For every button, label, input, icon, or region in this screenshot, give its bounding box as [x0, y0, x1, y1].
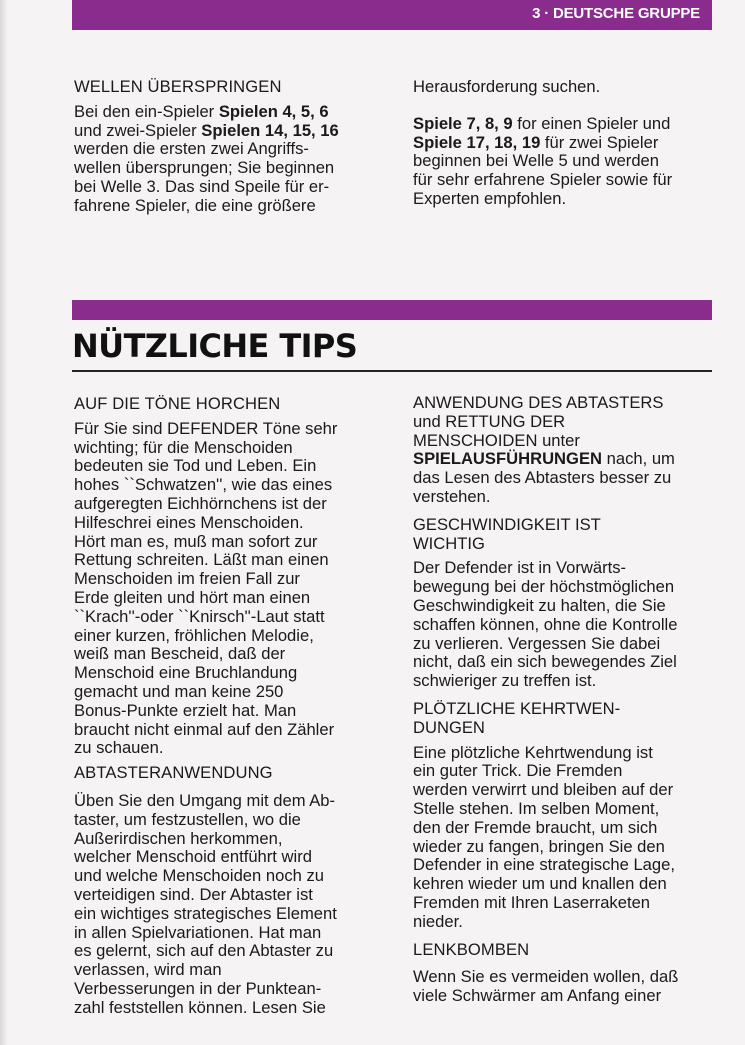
- text-line: Verbesserungen in der Punktean-: [74, 978, 322, 998]
- text-line: bewegung bei der höchstmöglichen: [413, 577, 675, 597]
- text-line: wieder zu fangen, bringen Sie den: [413, 836, 665, 856]
- text-line: Stelle stehen. Im selben Moment,: [413, 798, 660, 818]
- toene-text: [74, 420, 384, 758]
- text-line: [413, 413, 718, 432]
- lenkbomben-heading: LENKBOMBEN: [413, 939, 530, 959]
- wellen-continuation: Herausforderung suchen.: [413, 77, 601, 96]
- text-line: Der Defender ist in Vorwärts-: [413, 558, 627, 578]
- text-line: welcher Menschoid entführt wird: [74, 847, 312, 867]
- text-fragment: und RETTUNG DER: [413, 411, 566, 431]
- text-line: taster, um festzustellen, wo die: [74, 809, 301, 829]
- heading-line: DUNGEN: [413, 717, 485, 737]
- bold-game-numbers: Spielen 14, 15, 16: [201, 120, 339, 140]
- text-line: Eine plötzliche Kehrtwendung ist: [413, 742, 653, 762]
- text-fragment: für sehr erfahrene Spieler sowie für: [413, 170, 673, 190]
- text-fragment: werden die ersten zwei Angriffs-: [74, 139, 309, 159]
- kehrtwendungen-text: [413, 744, 718, 932]
- bold-game-numbers: Spiele 7, 8, 9: [413, 113, 513, 133]
- text-line: zahl feststellen können. Lesen Sie: [74, 997, 326, 1017]
- text-line: es gelernt, sich auf den Abtaster zu: [74, 941, 334, 961]
- text-line: Fremden mit Ihren Laserraketen: [413, 892, 651, 912]
- text-line: [413, 134, 713, 153]
- text-line: schwieriger zu treffen ist.: [413, 671, 597, 691]
- text-line: einer kurzen, fröhlichen Melodie,: [74, 625, 314, 645]
- text-line: ein guter Trick. Die Fremden: [413, 761, 623, 781]
- text-fragment: verstehen.: [413, 486, 491, 506]
- text-fragment: fahrene Spieler, die eine größere: [74, 195, 316, 215]
- text-line: Hilfeschrei eines Menschoiden.: [74, 512, 304, 532]
- text-line: den der Fremde braucht, um sich: [413, 817, 658, 837]
- bold-game-numbers: Spielen 4, 5, 6: [218, 101, 329, 121]
- text-fragment: bei Welle 3. Das sind Speile für er-: [74, 176, 330, 196]
- abtaster-continuation: [413, 394, 718, 507]
- section-header-bar: [72, 0, 712, 30]
- abtaster-heading: ABTASTERANWENDUNG: [74, 763, 273, 783]
- section-reference: SPIELAUSFÜHRUNGEN: [413, 449, 602, 469]
- text-line: Außerirdischen herkommen,: [74, 828, 283, 848]
- text-line: [74, 159, 384, 178]
- text-line: Rettung schreiten. Läßt man einen: [74, 550, 329, 570]
- text-line: [74, 122, 384, 141]
- abtaster-text: [74, 792, 384, 1018]
- tips-column-left: [74, 395, 384, 1018]
- text-line: nicht, daß ein sich bewegendes Ziel: [413, 652, 677, 672]
- text-line: [413, 469, 718, 488]
- text-line: zu verlieren. Vergessen Sie dabei: [413, 633, 661, 653]
- text-fragment: wellen übersprungen; Sie beginnen: [74, 158, 335, 178]
- text-line: [413, 394, 718, 413]
- tips-title: NÜTZLICHE TIPS: [72, 327, 358, 365]
- text-line: Menschoiden im freien Fall zur: [74, 569, 300, 589]
- text-fragment: beginnen bei Welle 5 und werden: [413, 151, 660, 171]
- text-fragment: MENSCHOIDEN unter: [413, 430, 580, 450]
- wellen-heading: WELLEN ÜBERSPRINGEN: [74, 77, 282, 96]
- text-line: [413, 450, 718, 469]
- text-line: [413, 115, 713, 134]
- text-line: zu schauen.: [74, 738, 164, 758]
- text-line: [74, 197, 384, 216]
- text-line: nieder.: [413, 911, 463, 931]
- text-line: wichting; für die Menschoiden: [74, 437, 293, 457]
- text-line: Defender in eine strategische Lage,: [413, 855, 675, 875]
- text-line: verlassen, wird man: [74, 960, 222, 980]
- text-fragment: für zwei Spieler: [540, 132, 659, 152]
- lenkbomben-text: [413, 968, 718, 1006]
- text-line: [413, 488, 718, 507]
- text-line: Menschoid eine Bruchlandung: [74, 663, 298, 683]
- heading-line: GESCHWINDIGKEIT IST: [413, 514, 601, 534]
- text-fragment: nach, um: [602, 449, 675, 469]
- text-line: [413, 171, 713, 190]
- text-line: Erde gleiten und hört man einen: [74, 587, 311, 607]
- title-rule: [72, 370, 712, 372]
- geschwindigkeit-heading: [413, 516, 718, 554]
- text-line: [413, 152, 713, 171]
- text-line: braucht nicht einmal auf den Zähler: [74, 719, 335, 739]
- text-line: ``Krach''-oder ``Knirsch''-Laut statt: [74, 606, 325, 626]
- text-line: [413, 432, 718, 451]
- text-line: [74, 103, 384, 122]
- text-line: aufgeregten Eichhörnchens ist der: [74, 493, 327, 513]
- text-line: Wenn Sie es vermeiden wollen, daß: [413, 967, 679, 987]
- text-line: ein wichtiges strategisches Element: [74, 903, 337, 923]
- geschwindigkeit-text: [413, 559, 718, 691]
- section-label: 3 · DEUTSCHE GRUPPE: [532, 5, 700, 22]
- text-line: verteidigen sind. Der Abtaster ist: [74, 884, 313, 904]
- text-line: kehren wieder um und knallen den: [413, 874, 667, 894]
- text-line: weiß man Bescheid, daß der: [74, 644, 286, 664]
- text-line: Üben Sie den Umgang mit dem Ab-: [74, 790, 336, 810]
- text-line: und welche Menschoiden noch zu: [74, 866, 324, 886]
- tips-column-right: [413, 394, 718, 1006]
- text-line: Geschwindigkeit zu halten, die Sie: [413, 595, 666, 615]
- bold-game-numbers: Spiele 17, 18, 19: [413, 132, 541, 152]
- text-fragment: for einen Spieler und: [512, 113, 671, 133]
- text-line: gemacht und man keine 250: [74, 681, 284, 701]
- text-line: Für Sie sind DEFENDER Töne sehr: [74, 418, 338, 438]
- toene-heading: AUF DIE TÖNE HORCHEN: [74, 394, 281, 413]
- text-fragment: Experten empfohlen.: [413, 188, 567, 208]
- wellen-column-left: [74, 78, 384, 216]
- text-fragment: und zwei-Spieler: [74, 120, 202, 140]
- text-line: [413, 190, 713, 209]
- text-line: schaffen können, ohne die Kontrolle: [413, 614, 678, 634]
- section-divider-bar: [72, 300, 712, 320]
- text-line: Hört man es, muß man sofort zur: [74, 531, 318, 551]
- text-fragment: ANWENDUNG DES ABTASTERS: [413, 393, 664, 412]
- heading-line: WICHTIG: [413, 533, 485, 553]
- text-fragment: das Lesen des Abtasters besser zu: [413, 468, 672, 488]
- wellen-text: [74, 103, 384, 216]
- text-line: Bonus-Punkte erzielt hat. Man: [74, 700, 297, 720]
- text-line: [74, 178, 384, 197]
- page-binding-edge: [0, 0, 8, 1045]
- text-line: hohes ``Schwatzen'', wie das eines: [74, 475, 333, 495]
- wellen-column-right: [413, 78, 713, 209]
- kehrtwendungen-heading: [413, 700, 718, 738]
- text-line: viele Schwärmer am Anfang einer: [413, 986, 662, 1006]
- spiele-text: [413, 115, 713, 209]
- text-line: in allen Spielvariationen. Hat man: [74, 922, 322, 942]
- text-fragment: Bei den ein-Spieler: [74, 101, 219, 121]
- text-line: [74, 140, 384, 159]
- heading-line: PLÖTZLICHE KEHRTWEN-: [413, 698, 621, 718]
- text-line: bedeuten sie Tod und Leben. Ein: [74, 456, 317, 476]
- text-line: werden verwirrt und bleiben auf der: [413, 780, 674, 800]
